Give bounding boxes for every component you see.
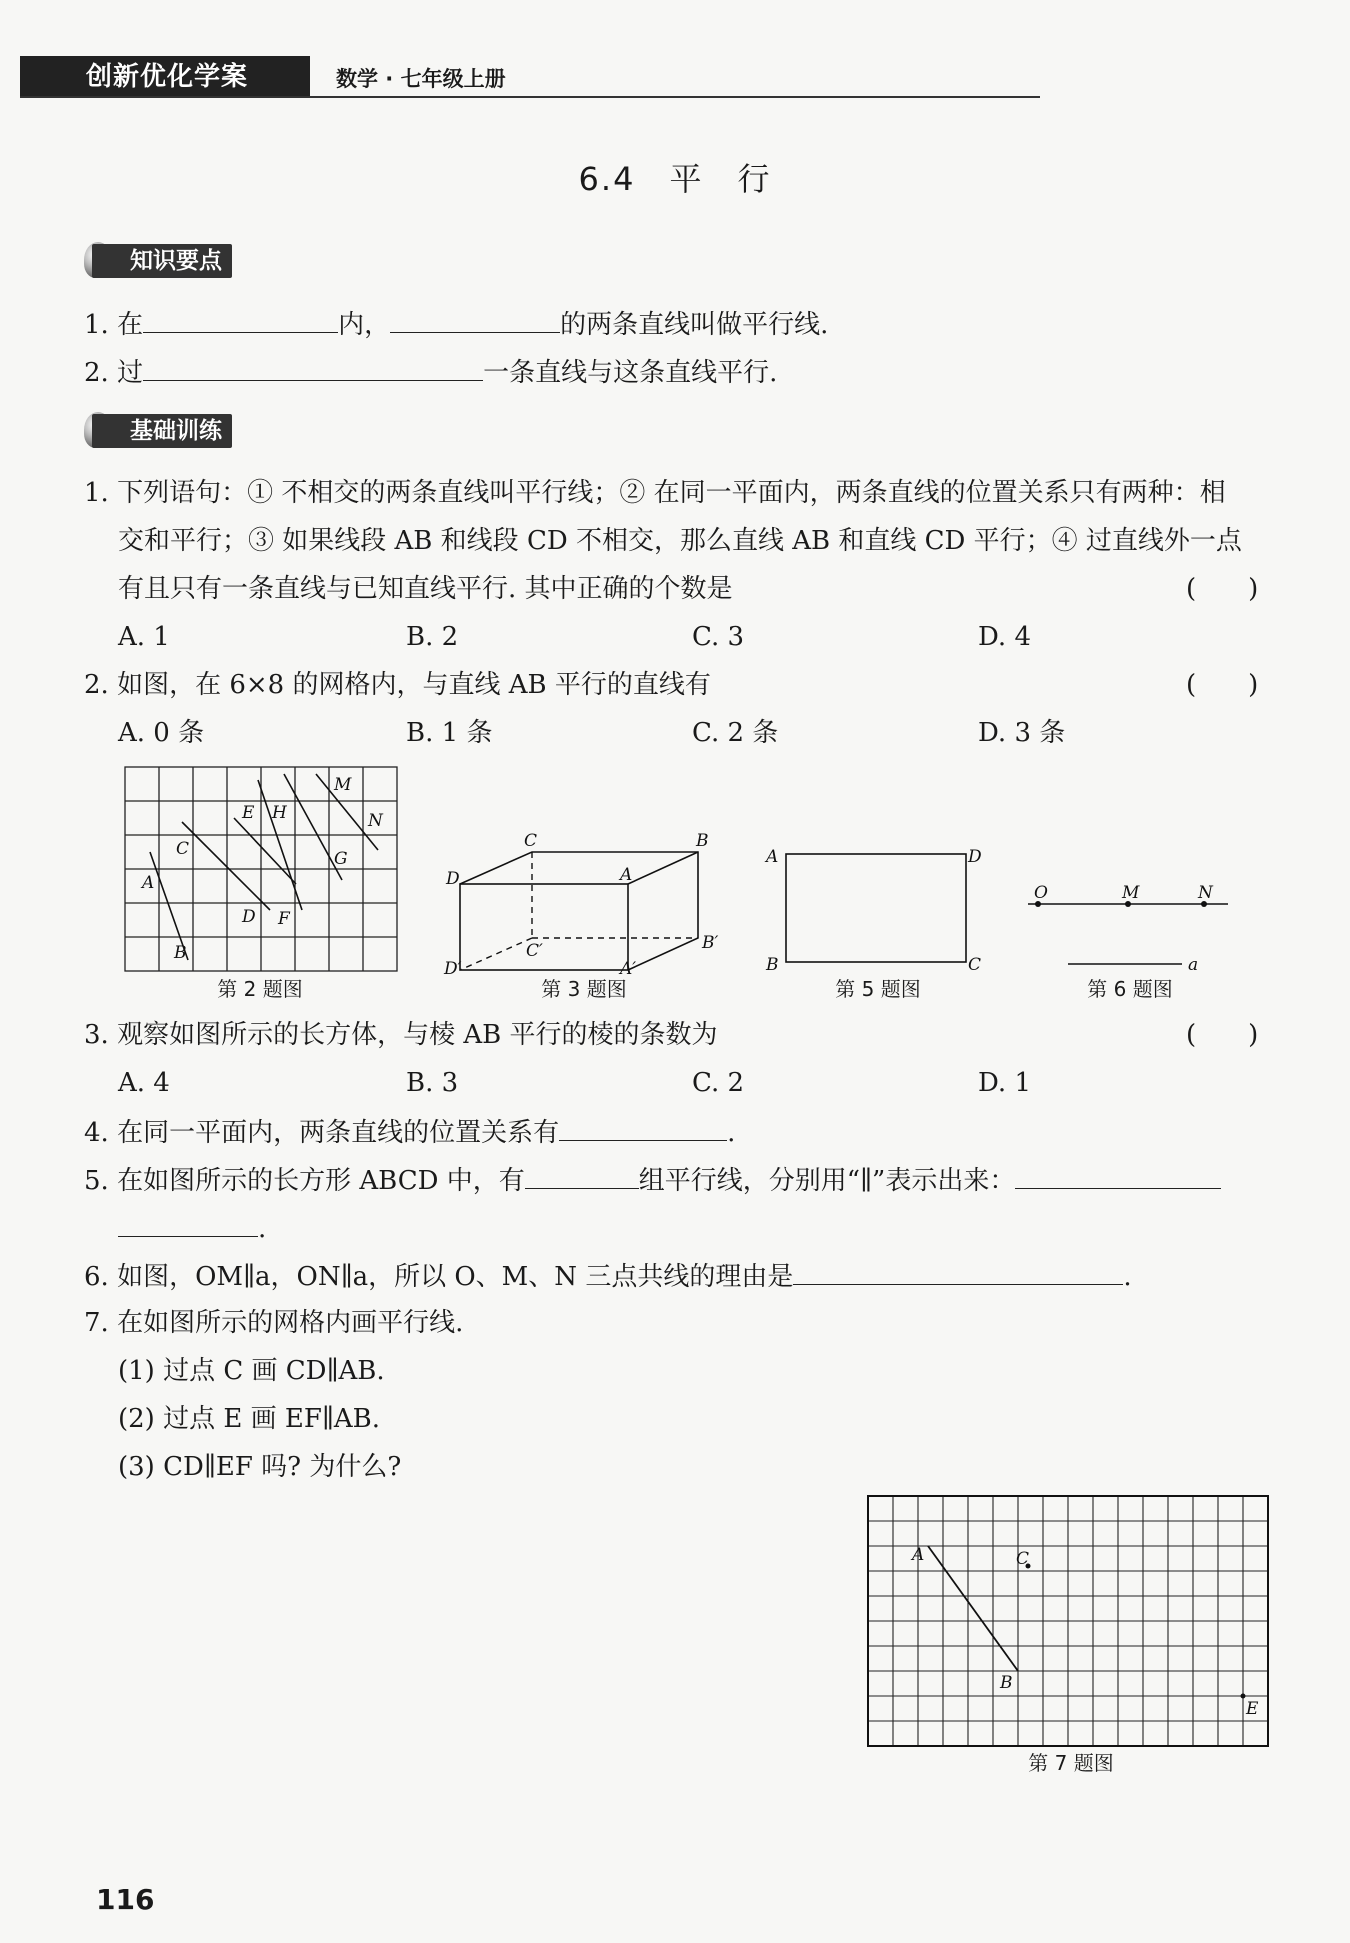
figure-2-caption: 第 2 题图 [217, 977, 303, 1001]
answer-bracket[interactable]: ( ) [1186, 574, 1259, 604]
q3-option-d: D. 1 [978, 1068, 1031, 1098]
q4-text: 4. 在同一平面内，两条直线的位置关系有 . [84, 1114, 735, 1150]
figure-3-cuboid [440, 826, 730, 978]
q2-text: 2. 如图，在 6×8 的网格内，与直线 AB 平行的直线有 [84, 670, 711, 700]
answer-blank[interactable] [143, 306, 338, 333]
fig2-label-e: E [242, 803, 255, 823]
q7-sub2: (2) 过点 E 画 EF∥AB. [118, 1404, 381, 1434]
answer-blank[interactable] [118, 1210, 258, 1237]
answer-blank[interactable] [390, 306, 560, 333]
q3-text: 3. 观察如图所示的长方体，与棱 AB 平行的棱的条数为 [84, 1020, 718, 1050]
knowledge-q2: 2. 过 一条直线与这条直线平行. [84, 354, 777, 390]
answer-blank[interactable] [1015, 1162, 1221, 1189]
fig3-label-c-prime: C′ [526, 941, 543, 961]
answer-blank[interactable] [559, 1114, 727, 1141]
fig3-label-a: A [620, 865, 633, 885]
answer-blank[interactable] [793, 1258, 1123, 1285]
fig2-label-c: C [176, 839, 190, 859]
q2-option-b: B. 1 条 [406, 718, 493, 748]
q3-option-a: A. 4 [118, 1068, 170, 1098]
fig2-label-n: N [368, 811, 383, 831]
answer-bracket[interactable]: ( ) [1186, 1020, 1259, 1050]
fig2-label-a: A [142, 873, 155, 893]
q1-option-a: A. 1 [118, 622, 170, 652]
q2-option-a: A. 0 条 [118, 718, 205, 748]
figure-6-collinear [1022, 874, 1238, 974]
fig6-label-o: O [1034, 883, 1048, 903]
fig3-label-d-prime: D′ [444, 959, 462, 978]
figure-2-grid [120, 760, 405, 980]
q1-line1: 1. 下列语句：① 不相交的两条直线叫平行线；② 在同一平面内，两条直线的位置关系只有两种：相 [84, 478, 1226, 508]
q6-text: 6. 如图，OM∥a，ON∥a，所以 O、M、N 三点共线的理由是 . [84, 1258, 1132, 1294]
section-label: 基础训练 [92, 414, 232, 448]
brand-logo: 创新优化学案 [86, 62, 249, 92]
q2-option-d: D. 3 条 [978, 718, 1066, 748]
section-label: 知识要点 [92, 244, 232, 278]
q5-text: 5. 在如图所示的长方形 ABCD 中，有 组平行线，分别用“∥”表示出来： [84, 1162, 1221, 1198]
fig7-label-a: A [912, 1545, 925, 1565]
fig7-label-b: B [1000, 1673, 1013, 1693]
fig2-label-h: H [272, 803, 287, 823]
fig3-label-c: C [524, 831, 538, 851]
page-number: 116 [96, 1883, 155, 1916]
q1-line3: 有且只有一条直线与已知直线平行. 其中正确的个数是 [118, 574, 733, 604]
fig5-label-c: C [968, 955, 982, 974]
answer-bracket[interactable]: ( ) [1186, 670, 1259, 700]
answer-blank[interactable] [143, 354, 483, 381]
q1-option-d: D. 4 [978, 622, 1031, 652]
fig3-label-a-prime: A′ [620, 959, 637, 978]
q1-line2: 交和平行；③ 如果线段 AB 和线段 CD 不相交，那么直线 AB 和直线 CD 平行；④ 过直线外一点 [118, 526, 1242, 556]
figure-6-caption: 第 6 题图 [1087, 977, 1173, 1001]
q7-sub3: (3) CD∥EF 吗? 为什么? [118, 1452, 402, 1482]
q1-option-c: C. 3 [692, 622, 745, 652]
fig5-label-b: B [766, 955, 779, 974]
figure-7-caption: 第 7 题图 [1028, 1751, 1114, 1775]
fig3-label-b: B [696, 831, 709, 851]
q7-sub1: (1) 过点 C 画 CD∥AB. [118, 1356, 385, 1386]
figure-5-caption: 第 5 题图 [835, 977, 921, 1001]
page-title: 6.4 平 行 [578, 160, 772, 198]
q3-option-c: C. 2 [692, 1068, 745, 1098]
fig2-label-f: F [278, 909, 290, 929]
fig3-label-d: D [446, 869, 460, 889]
q2-option-c: C. 2 条 [692, 718, 779, 748]
fig2-label-m: M [334, 775, 352, 795]
fig6-label-n: N [1198, 883, 1213, 903]
figure-5-rectangle [762, 840, 992, 974]
q5-continuation: . [118, 1210, 266, 1246]
fig2-label-b: B [174, 943, 187, 963]
answer-blank[interactable] [525, 1162, 639, 1189]
fig6-label-m: M [1122, 883, 1140, 903]
fig7-label-e: E [1246, 1699, 1259, 1719]
fig5-label-d: D [968, 847, 982, 867]
fig6-label-a: a [1188, 955, 1199, 974]
q3-option-b: B. 3 [406, 1068, 459, 1098]
fig5-label-a: A [766, 847, 779, 867]
figure-3-caption: 第 3 题图 [541, 977, 627, 1001]
fig2-label-d: D [242, 907, 256, 927]
header-rule [20, 96, 1040, 98]
fig2-label-g: G [334, 849, 348, 869]
book-subject: 数学 · 七年级上册 [336, 67, 506, 91]
knowledge-q1: 1. 在 内， 的两条直线叫做平行线. [84, 306, 828, 342]
fig7-label-c: C [1016, 1549, 1030, 1569]
q7-text: 7. 在如图所示的网格内画平行线. [84, 1308, 464, 1338]
fig3-label-b-prime: B′ [702, 933, 719, 953]
q1-option-b: B. 2 [406, 622, 459, 652]
figure-7-grid[interactable] [866, 1494, 1276, 1754]
